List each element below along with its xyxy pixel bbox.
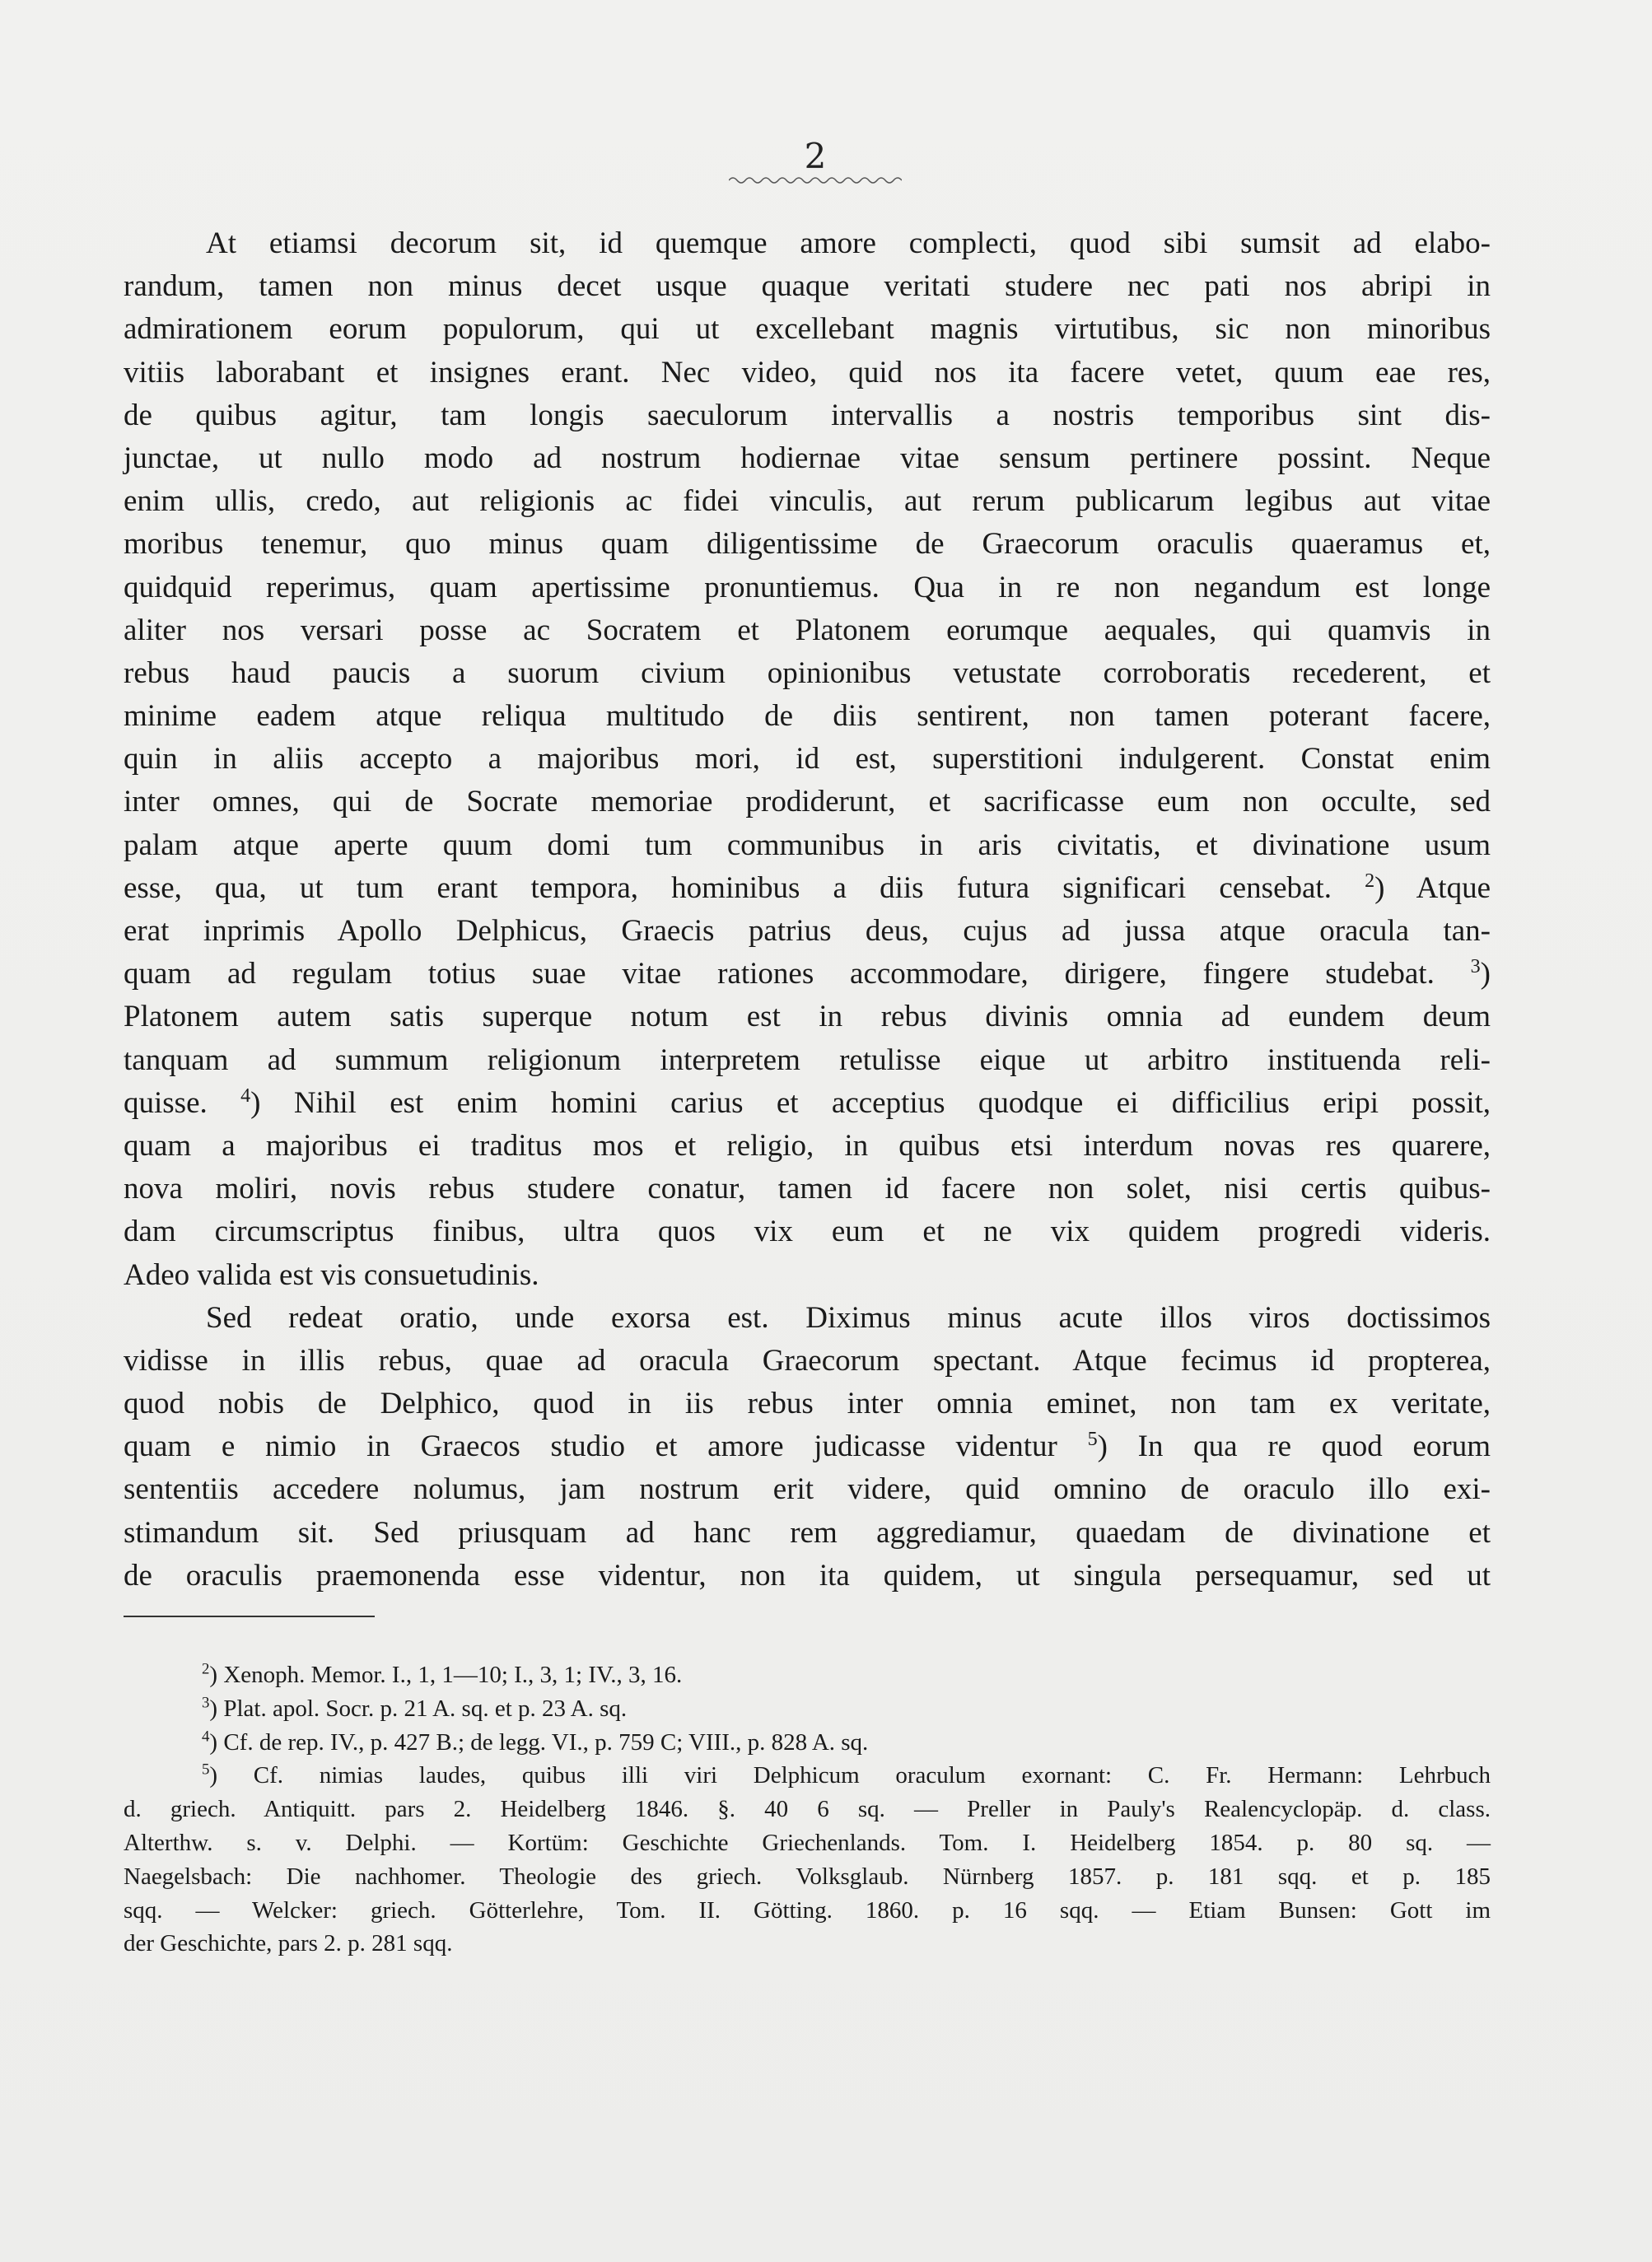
footnote: $^2$) Xenoph. Memor. I., 1, 1—10; I., 3, 1; IV., 3, 16. <box>202 1660 683 1688</box>
text-line: vitiis laborabant et insignes erant. Nec video, quid nos ita facere vetet, quum eae res, <box>124 355 1491 389</box>
footnote-mark: 4 <box>202 1728 210 1746</box>
text-line: de oraculis praemonenda esse videntur, non ita quidem, ut singula persequamur, sed ut <box>124 1558 1491 1593</box>
text-line: quam ad regulam totius suae vitae rationes accommodare, dirigere, fingere studebat. $^3$) <box>124 955 1491 991</box>
footnote-line: Alterthw. s. v. Delphi. — Kortüm: Geschichte Griechenlands. Tom. I. Heidelberg 1854. p. 80 sq. — <box>124 1829 1491 1856</box>
text-line: enim ullis, credo, aut religionis ac fidei vinculis, aut rerum publicarum legibus aut vitae <box>124 484 1491 519</box>
text-line: Platonem autem satis superque notum est in rebus divinis omnia ad eundem deum <box>124 1000 1491 1034</box>
footnote-ref: 3 <box>1470 955 1481 977</box>
text-line: quam a majoribus ei traditus mos et religio, in quibus etsi interdum novas res quarere, <box>124 1128 1491 1163</box>
footnote-line: d. griech. Antiquitt. pars 2. Heidelberg 1846. §. 40 6 sq. — Preller in Pauly's Realencyclopäp. d. class. <box>124 1796 1491 1823</box>
footnote-divider <box>124 1616 375 1617</box>
text-line: junctae, ut nullo modo ad nostrum hodiernae vitae sensum pertinere possint. Neque <box>124 441 1491 475</box>
footnote: $^3$) Plat. apol. Socr. p. 21 A. sq. et p. 23 A. sq. <box>202 1694 628 1722</box>
text-segment: quisse. <box>124 1085 208 1120</box>
footnote-mark: 3 <box>202 1694 210 1712</box>
text-line: Adeo valida est vis consuetudinis. <box>124 1257 539 1292</box>
text-line: quidquid reperimus, quam apertissime pronuntiemus. Qua in re non negandum est longe <box>124 570 1491 604</box>
footnote-text: Xenoph. Memor. I., 1, 1—10; I., 3, 1; IV., 3, 16. <box>223 1662 683 1688</box>
text-line: esse, qua, ut tum erant tempora, hominibus a diis futura significari censebat. $^2$) Atque <box>124 870 1491 905</box>
footnote-mark: 5 <box>202 1761 210 1779</box>
text-line: quam e nimio in Graecos studio et amore judicasse videntur $^5$) In qua re quod eorum <box>124 1429 1491 1464</box>
text-line: moribus tenemur, quo minus quam diligentissime de Graecorum oraculis quaeramus et, <box>124 527 1491 562</box>
footnote-ref: 5 <box>1087 1429 1098 1451</box>
text-line: tanquam ad summum religionum interpretem retulisse eique ut arbitro instituenda reli- <box>124 1042 1491 1077</box>
text-line: nova moliri, novis rebus studere conatur, tamen id facere non solet, nisi certis quibus- <box>124 1172 1491 1206</box>
text-segment: Atque <box>1416 870 1491 905</box>
text-line: randum, tamen non minus decet usque quaque veritati studere nec pati nos abripi in <box>124 269 1491 304</box>
footnote-text: Cf. de rep. IV., p. 427 B.; de legg. VI., p. 759 C; VIII., p. 828 A. sq. <box>223 1728 869 1756</box>
text-line: aliter nos versari posse ac Socratem et Platonem eorumque aequales, qui quamvis in <box>124 613 1491 647</box>
text-line: quod nobis de Delphico, quod in iis rebus inter omnia eminet, non tam ex veritate, <box>124 1387 1491 1421</box>
footnote-ref: 4 <box>240 1084 251 1107</box>
footnote-text: Plat. apol. Socr. p. 21 A. sq. et p. 23 A. sq. <box>223 1695 628 1722</box>
text-segment: quam e nimio in Graecos studio et amore judicasse videntur <box>124 1429 1057 1464</box>
footnote-mark: 2 <box>202 1660 210 1678</box>
footnote-line: der Geschichte, pars 2. p. 281 sqq. <box>124 1930 453 1957</box>
text-line: minime eadem atque reliqua multitudo de diis sentirent, non tamen poterant facere, <box>124 699 1491 734</box>
text-line: quisse. $^4$) Nihil est enim homini carius et acceptius quodque ei difficilius eripi possit, <box>124 1084 1491 1120</box>
footnote-text: Cf. nimias laudes, quibus illi viri Delphicum oraculum exornant: C. Fr. Hermann: Lehrbuch <box>253 1762 1491 1789</box>
footnote: $^5$) Cf. nimias laudes, quibus illi viri Delphicum oraculum exornant: C. Fr. Hermann: Lehrbuch <box>202 1761 1491 1789</box>
text-line: admirationem eorum populorum, qui ut excellebant magnis virtutibus, sic non minoribus <box>124 312 1491 347</box>
page-number: 2 <box>804 136 827 176</box>
footnote-line: Naegelsbach: Die nachhomer. Theologie des griech. Volksglaub. Nürnberg 1857. p. 181 sqq. et p. 185 <box>124 1863 1491 1890</box>
text-line: quin in aliis accepto a majoribus mori, id est, superstitioni indulgerent. Constat enim <box>124 742 1491 777</box>
footnote-line: sqq. — Welcker: griech. Götterlehre, Tom. II. Götting. 1860. p. 16 sqq. — Etiam Bunsen: Gott im <box>124 1896 1491 1924</box>
text-line: erat inprimis Apollo Delphicus, Graecis patrius deus, cujus ad jussa atque oracula tan- <box>124 914 1491 948</box>
text-segment: quam ad regulam totius suae vitae rationes accommodare, dirigere, fingere studebat. <box>124 957 1435 991</box>
text-line: de quibus agitur, tam longis saeculorum intervallis a nostris temporibus sint dis- <box>124 398 1491 432</box>
text-line: inter omnes, qui de Socrate memoriae prodiderunt, et sacrificasse eum non occulte, sed <box>124 785 1491 819</box>
footnote: $^4$) Cf. de rep. IV., p. 427 B.; de legg. VI., p. 759 C; VIII., p. 828 A. sq. <box>202 1728 869 1756</box>
text-line: At etiamsi decorum sit, id quemque amore complecti, quod sibi sumsit ad elabo- <box>206 226 1491 260</box>
text-segment: esse, qua, ut tum erant tempora, hominibus a diis futura significari censebat. <box>124 870 1332 905</box>
footnote-ref: 2 <box>1365 870 1375 892</box>
text-segment: In qua re quod eorum <box>1137 1429 1491 1464</box>
text-line: sententiis accedere nolumus, jam nostrum erit videre, quid omnino de oraculo illo exi- <box>124 1472 1491 1507</box>
text-segment: Nihil est enim homini carius et acceptius quodque ei difficilius eripi possit, <box>293 1085 1491 1120</box>
main-text <box>124 222 1491 1597</box>
footnotes <box>124 1658 1491 1961</box>
text-line: dam circumscriptus finibus, ultra quos vix eum et ne vix quidem progredi videris. <box>124 1215 1491 1249</box>
text-line: palam atque aperte quum domi tum communibus in aris civitatis, et divinatione usum <box>124 828 1491 862</box>
text-line: stimandum sit. Sed priusquam ad hanc rem aggrediamur, quaedam de divinatione et <box>124 1515 1491 1550</box>
text-line: Sed redeat oratio, unde exorsa est. Diximus minus acute illos viros doctissimos <box>206 1300 1491 1335</box>
wavy-ornament-icon <box>729 175 902 186</box>
text-line: rebus haud paucis a suorum civium opinionibus vetustate corroboratis recederent, et <box>124 655 1491 690</box>
text-line: vidisse in illis rebus, quae ad oracula Graecorum spectant. Atque fecimus id propterea, <box>124 1343 1491 1378</box>
